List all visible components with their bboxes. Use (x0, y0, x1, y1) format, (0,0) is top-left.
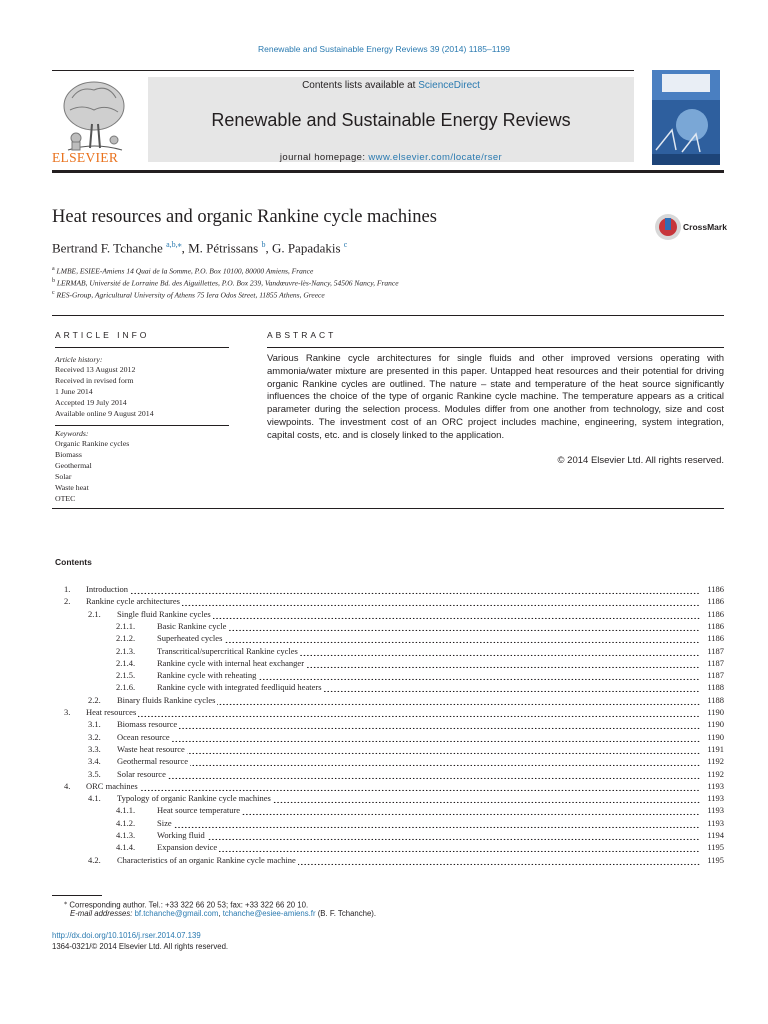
toc-entry-title (157, 670, 700, 680)
toc-entry[interactable] (0, 707, 768, 719)
toc-entry-page: 1186 (707, 584, 724, 594)
toc-entry-title-text: Single fluid Rankine cycles (117, 608, 211, 619)
keyword: Organic Rankine cycles (55, 439, 130, 448)
toc-entry-title (117, 855, 700, 865)
keyword: Biomass (55, 450, 82, 459)
toc-entry-title-text: Introduction (86, 584, 129, 594)
abstract-copyright: © 2014 Elsevier Ltd. All rights reserved. (557, 455, 724, 466)
toc-entry[interactable] (0, 855, 768, 867)
toc-entry[interactable] (0, 744, 768, 756)
toc-entry-title (157, 682, 700, 692)
abstract-heading: ABSTRACT (267, 330, 337, 340)
toc-entry-title (117, 744, 700, 754)
toc-entry-title (117, 695, 700, 705)
toc-entry-page: 1195 (707, 842, 724, 853)
abstract-bottom-divider (52, 508, 724, 509)
affiliation-c: $^c$ RES-Group, Agricultural University of Athens 75 Iera Odos Street, 11855 Athens, Greece (52, 290, 325, 300)
toc-entry-title-text: Ocean resource (117, 731, 170, 742)
toc-entry-page: 1191 (707, 743, 724, 754)
toc-entry-title (117, 732, 700, 742)
article-title: Heat resources and organic Rankine cycle machines (52, 207, 437, 227)
info-divider (55, 347, 229, 348)
author-name: G. Papadakis (271, 240, 344, 256)
toc-entry[interactable] (0, 769, 768, 781)
crossmark-badge[interactable] (654, 213, 726, 241)
doi-link[interactable]: http://dx.doi.org/10.1016/j.rser.2014.07.139 (52, 931, 201, 940)
toc-entry[interactable] (0, 793, 768, 805)
toc-entry-number: 3.1. (88, 719, 101, 730)
keyword: Solar (55, 472, 72, 481)
publisher-name: ELSEVIER (52, 150, 119, 165)
homepage-link[interactable]: www.elsevier.com/locate/rser (368, 152, 503, 163)
toc-entry[interactable] (0, 830, 768, 842)
toc-entry-title-text: Rankine cycle with internal heat exchanger (157, 657, 305, 668)
affiliation-a: $^a$ LMBE, ESIEE-Amiens 14 Quai de la Somme, P.O. Box 10100, 80000 Amiens, France (52, 266, 314, 276)
contents-available: Contents lists available at ScienceDirect (302, 80, 480, 91)
keyword: Geothermal (55, 461, 92, 470)
journal-title: Renewable and Sustainable Energy Reviews (211, 110, 571, 130)
footnote-divider (52, 895, 102, 896)
toc-entry-page: 1187 (707, 645, 724, 656)
article-info-heading: ARTICLE INFO (55, 330, 150, 340)
toc-entry-title-text: Heat source temperature (157, 805, 241, 816)
toc-entry[interactable] (0, 732, 768, 744)
article-history (55, 355, 154, 419)
toc-entry[interactable] (0, 842, 768, 854)
sciencedirect-link[interactable]: ScienceDirect (418, 80, 480, 91)
email-link[interactable]: tchanche@esiee-amiens.fr (222, 909, 316, 918)
history-line: Accepted 19 July 2014 (55, 398, 127, 407)
history-line: Received in revised form (55, 376, 134, 385)
toc-entry-number: 2.1.4. (116, 657, 136, 668)
toc-entry-page: 1186 (707, 620, 724, 631)
toc-entry-title (117, 719, 700, 729)
corresponding-author-note: ⁎ Corresponding author. Tel.: +33 322 66 20 53; fax: +33 322 66 20 10. (64, 899, 309, 910)
toc-entry-page: 1188 (707, 694, 724, 705)
toc-entry-page: 1186 (707, 596, 724, 607)
toc-entry-title-text: Rankine cycle with integrated feedliquid heaters (157, 682, 322, 693)
toc-entry-title (157, 805, 700, 815)
author-name: M. Pétrissans (188, 240, 262, 256)
toc-entry-page: 1194 (707, 830, 724, 840)
author-name: Bertrand F. Tchanche (52, 240, 167, 256)
toc-entry-title-text: Characteristics of an organic Rankine cycle machine (117, 854, 296, 865)
toc-entry[interactable] (0, 805, 768, 817)
toc-entry-title (86, 596, 700, 606)
toc-entry[interactable] (0, 633, 768, 645)
toc-entry-title-text: Expansion device (157, 842, 218, 853)
toc-entry-page: 1193 (707, 805, 724, 816)
toc-entry-title-text: Working fluid (157, 830, 205, 840)
toc-entry-number: 4. (64, 780, 71, 791)
toc-entry-title (86, 584, 700, 594)
toc-entry-page: 1193 (707, 780, 724, 791)
toc-entry-page: 1188 (707, 682, 724, 693)
author-affiliation-mark[interactable]: a,b,⁎ (166, 240, 182, 249)
toc-entry-number: 4.1. (88, 793, 101, 804)
toc-entry-number: 3.2. (88, 731, 101, 742)
toc-entry-number: 2.1.2. (116, 633, 136, 644)
toc-entry-page: 1187 (707, 657, 724, 668)
toc-entry-number: 4.1.1. (116, 805, 136, 816)
keywords-label: Keywords: (55, 429, 89, 438)
toc-entry-title (157, 842, 700, 852)
journal-citation[interactable]: Renewable and Sustainable Energy Reviews 39 (2014) 1185–1199 (257, 44, 511, 54)
toc-entry-number: 2.1.3. (116, 645, 136, 656)
toc-entry-title-text: ORC machines (86, 780, 138, 791)
toc-entry-number: 2.1.1. (116, 620, 136, 631)
toc-entry-title-text: Size (157, 817, 172, 828)
toc-entry-number: 4.2. (88, 854, 101, 865)
toc-entry-title-text: Rankine cycle architectures (86, 596, 180, 607)
author-list: Bertrand F. Tchanche $^{a,b,⁎}$, M. Pétrissans $^b$, G. Papadakis $^c$ (52, 240, 348, 256)
toc-entry[interactable] (0, 621, 768, 633)
toc-entry-page: 1190 (707, 707, 724, 717)
toc-entry-number: 3.3. (88, 743, 101, 754)
crossmark-icon (654, 213, 682, 241)
toc-entry-page: 1186 (707, 633, 724, 644)
toc-entry-number: 4.1.4. (116, 842, 136, 853)
toc-entry-number: 4.1.2. (116, 817, 136, 828)
toc-entry[interactable] (0, 756, 768, 768)
history-label: Article history: (55, 355, 103, 364)
toc-entry[interactable] (0, 646, 768, 658)
toc-entry-title-text: Basic Rankine cycle (157, 620, 227, 631)
toc-entry-number: 2.2. (88, 694, 101, 705)
contents-heading: Contents (55, 557, 92, 567)
toc-entry[interactable] (0, 781, 768, 793)
toc-entry[interactable] (0, 658, 768, 670)
toc-entry-page: 1192 (707, 768, 724, 779)
toc-entry[interactable] (0, 584, 768, 596)
toc-entry-title (157, 658, 700, 668)
toc-entry-number: 3.5. (88, 768, 101, 779)
abstract-text: Various Rankine cycle architectures for single fluids and other improved versions operating with ammonia/water mixture are presented in this paper. Untapped heat resources and their potential for driving organic Rankine cycles are outlined. The nature – state and temperature of the heat source significantly influences the choice of the type of organic Rankine cycle machine. The temperature appears as a critical parameter during the selection process. Modules differ from one another from technology, size and cost viewpoints. The investment cost of an ORC project includes machine, engineering, system integration, capital costs, etc. and is closely linked to the application. (267, 353, 724, 441)
journal-homepage: journal homepage: www.elsevier.com/locate/rser (279, 152, 503, 163)
toc-entry-page: 1193 (707, 793, 724, 804)
toc-entry-title-text: Binary fluids Rankine cycles (117, 694, 216, 705)
toc-entry-page: 1195 (707, 854, 724, 865)
toc-entry-title (157, 633, 700, 643)
header-divider (52, 70, 634, 71)
toc-entry-number: 2.1.6. (116, 682, 136, 693)
toc-entry[interactable] (0, 818, 768, 830)
toc-entry-title-text: Waste heat resource (117, 743, 185, 754)
toc-entry-number: 4.1.3. (116, 830, 136, 840)
toc-entry-number: 2.1. (88, 608, 101, 619)
keyword: Waste heat (55, 483, 89, 492)
toc-entry-title-text: Rankine cycle with reheating (157, 670, 257, 681)
toc-entry-title-text: Typology of organic Rankine cycle machines (117, 793, 271, 804)
toc-entry-number: 3.4. (88, 756, 101, 767)
crossmark-label: CrossMark (683, 222, 727, 232)
table-of-contents (0, 584, 768, 874)
toc-entry[interactable] (0, 596, 768, 608)
toc-entry-number: 3. (64, 707, 71, 717)
toc-entry-page: 1193 (707, 817, 724, 828)
toc-entry-title (157, 621, 700, 631)
author-affiliation-mark[interactable]: b (261, 240, 266, 249)
toc-entry-title (117, 609, 700, 619)
toc-entry-number: 2. (64, 596, 71, 607)
history-line: Available online 9 August 2014 (55, 409, 154, 418)
toc-entry[interactable] (0, 682, 768, 694)
toc-entry-page: 1190 (707, 719, 724, 730)
journal-cover-image[interactable] (652, 70, 720, 165)
toc-entry-title (86, 781, 700, 791)
toc-entry-title (117, 793, 700, 803)
toc-entry-title-text: Geothermal resource (117, 756, 189, 767)
email-link[interactable]: bf.tchanche@gmail.com (134, 909, 219, 918)
toc-entry-title-text: Superheated cycles (157, 633, 223, 644)
abstract-divider (267, 347, 724, 348)
issn-line: 1364-0321/© 2014 Elsevier Ltd. All rights reserved. (52, 942, 229, 951)
toc-entry-title-text: Biomass resource (117, 719, 178, 730)
toc-entry-title (157, 830, 700, 840)
email-addresses: E-mail addresses: bf.tchanche@gmail.com, tchanche@esiee-amiens.fr (B. F. Tchanche). (70, 909, 377, 918)
toc-entry-title-text: Solar resource (117, 768, 166, 779)
toc-entry-number: 1. (64, 584, 71, 594)
toc-entry-page: 1192 (707, 756, 724, 767)
info-top-divider (52, 315, 724, 316)
toc-entry-title (157, 818, 700, 828)
keywords-divider (55, 425, 229, 426)
keywords-block (55, 429, 129, 504)
toc-entry-title (117, 756, 700, 766)
toc-entry-number: 2.1.5. (116, 670, 136, 681)
toc-entry-page: 1186 (707, 608, 724, 619)
header-thick-divider (52, 170, 724, 173)
toc-entry-title-text: Heat resources (86, 707, 137, 717)
affiliation-b: $^b$ LERMAB, Université de Lorraine Bd. des Aiguillettes, P.O. Box 239, Vandœuvre-lès-Nancy, 54506 Nancy, France (52, 278, 399, 288)
history-line: 1 June 2014 (55, 387, 93, 396)
toc-entry-page: 1187 (707, 670, 724, 681)
toc-entry[interactable] (0, 670, 768, 682)
toc-entry-title (117, 769, 700, 779)
toc-entry-title (157, 646, 700, 656)
toc-entry-title-text: Transcritical/supercritical Rankine cycles (157, 645, 298, 656)
toc-entry-page: 1190 (707, 731, 724, 742)
toc-entry[interactable] (0, 609, 768, 621)
keyword: OTEC (55, 494, 76, 503)
toc-entry[interactable] (0, 695, 768, 707)
author-affiliation-mark[interactable]: c (343, 240, 348, 249)
toc-entry[interactable] (0, 719, 768, 731)
history-line: Received 13 August 2012 (55, 365, 136, 374)
toc-entry-title (86, 707, 700, 717)
